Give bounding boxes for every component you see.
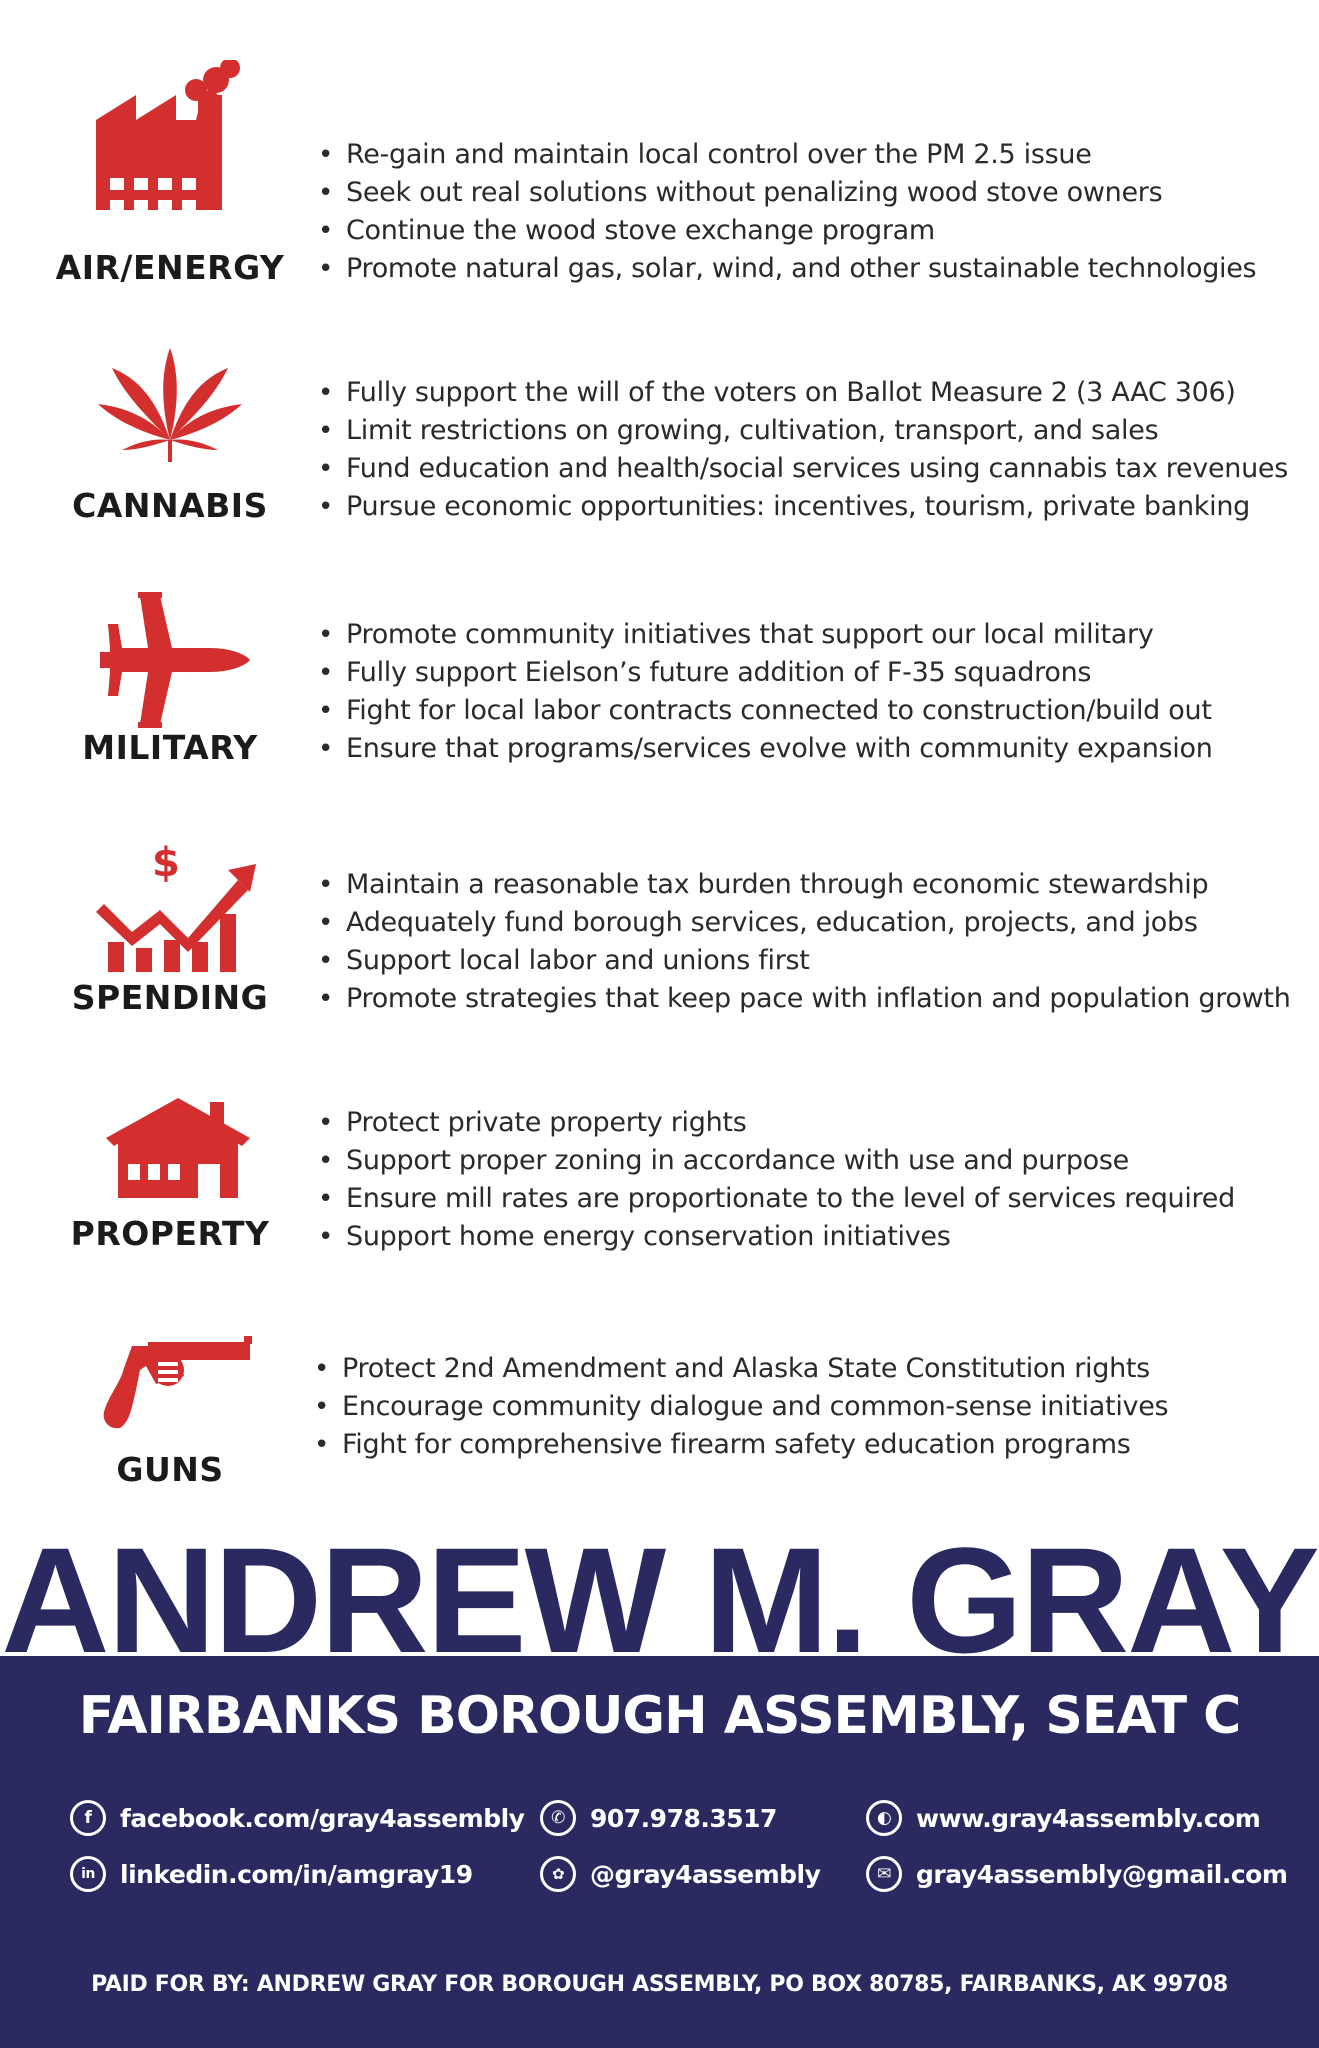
list-item: • Protect private property rights bbox=[318, 1104, 1235, 1142]
cannabis-leaf-icon bbox=[60, 340, 280, 490]
twitter-link[interactable] bbox=[540, 1856, 820, 1892]
email-icon: ✉ bbox=[866, 1856, 902, 1892]
linkedin-icon: in bbox=[70, 1856, 106, 1892]
facebook-link[interactable] bbox=[70, 1800, 524, 1836]
list-item: • Fully support Eielson’s future addition of F-35 squadrons bbox=[318, 654, 1213, 692]
website-text: www.gray4assembly.com bbox=[916, 1803, 1261, 1833]
list-item: • Encourage community dialogue and common-sense initiatives bbox=[314, 1388, 1168, 1426]
bullet-list bbox=[318, 1104, 1235, 1256]
list-item: • Promote community initiatives that support our local military bbox=[318, 616, 1213, 654]
list-item: • Support home energy conservation initiatives bbox=[318, 1218, 1235, 1256]
email-text: gray4assembly@gmail.com bbox=[916, 1859, 1288, 1889]
list-item: • Protect 2nd Amendment and Alaska State Constitution rights bbox=[314, 1350, 1168, 1388]
list-item: • Ensure mill rates are proportionate to the level of services required bbox=[318, 1180, 1235, 1218]
list-item: • Fight for comprehensive firearm safety education programs bbox=[314, 1426, 1168, 1464]
facebook-text: facebook.com/gray4assembly bbox=[120, 1803, 525, 1833]
category-label: PROPERTY bbox=[70, 1214, 270, 1253]
globe-icon: ◐ bbox=[866, 1800, 902, 1836]
svg-text:$: $ bbox=[152, 840, 180, 886]
paid-for-disclaimer: PAID FOR BY: ANDREW GRAY FOR BOROUGH ASSEMBLY, PO BOX 80785, FAIRBANKS, AK 99708 bbox=[91, 1972, 1228, 1997]
email-link[interactable] bbox=[866, 1856, 1287, 1892]
twitter-icon: ✿ bbox=[540, 1856, 576, 1892]
list-item: • Adequately fund borough services, education, projects, and jobs bbox=[318, 904, 1291, 942]
bullet-list bbox=[318, 374, 1288, 526]
facebook-icon: f bbox=[70, 1800, 106, 1836]
category-label: CANNABIS bbox=[72, 486, 268, 525]
list-item: • Limit restrictions on growing, cultivation, transport, and sales bbox=[318, 412, 1288, 450]
spending-growth-icon bbox=[60, 836, 280, 986]
phone-text: 907.978.3517 bbox=[590, 1803, 777, 1833]
list-item: • Promote strategies that keep pace with inflation and population growth bbox=[318, 980, 1291, 1018]
footer-banner bbox=[0, 1656, 1319, 2048]
list-item: • Pursue economic opportunities: incentives, tourism, private banking bbox=[318, 488, 1288, 526]
phone-icon: ✆ bbox=[540, 1800, 576, 1836]
category-label: MILITARY bbox=[82, 728, 258, 767]
linkedin-text: linkedin.com/in/amgray19 bbox=[120, 1859, 473, 1889]
list-item: • Re-gain and maintain local control over the PM 2.5 issue bbox=[318, 136, 1256, 174]
seat-title: FAIRBANKS BOROUGH ASSEMBLY, SEAT C bbox=[78, 1686, 1241, 1746]
bullet-list bbox=[314, 1350, 1168, 1464]
bullet-list bbox=[318, 866, 1291, 1018]
twitter-text: @gray4assembly bbox=[590, 1859, 821, 1889]
fighter-jet-icon bbox=[60, 586, 280, 736]
website-link[interactable] bbox=[866, 1800, 1260, 1836]
candidate-name: ANDREW M. GRAY bbox=[1, 1516, 1318, 1684]
list-item: • Fund education and health/social services using cannabis tax revenues bbox=[318, 450, 1288, 488]
list-item: • Continue the wood stove exchange program bbox=[318, 212, 1256, 250]
linkedin-link[interactable] bbox=[70, 1856, 473, 1892]
list-item: • Fully support the will of the voters on Ballot Measure 2 (3 AAC 306) bbox=[318, 374, 1288, 412]
phone-link[interactable] bbox=[540, 1800, 777, 1836]
category-label: SPENDING bbox=[71, 978, 269, 1017]
factory-icon bbox=[60, 60, 280, 210]
list-item: • Support proper zoning in accordance with use and purpose bbox=[318, 1142, 1235, 1180]
list-item: • Ensure that programs/services evolve with community expansion bbox=[318, 730, 1213, 768]
bullet-list bbox=[318, 616, 1213, 768]
bullet-list bbox=[318, 136, 1256, 288]
list-item: • Support local labor and unions first bbox=[318, 942, 1291, 980]
category-label: GUNS bbox=[116, 1450, 224, 1489]
list-item: • Seek out real solutions without penalizing wood stove owners bbox=[318, 174, 1256, 212]
list-item: • Promote natural gas, solar, wind, and other sustainable technologies bbox=[318, 250, 1256, 288]
house-icon bbox=[60, 1080, 280, 1230]
list-item: • Fight for local labor contracts connected to construction/build out bbox=[318, 692, 1213, 730]
list-item: • Maintain a reasonable tax burden through economic stewardship bbox=[318, 866, 1291, 904]
category-label: AIR/ENERGY bbox=[55, 248, 285, 287]
